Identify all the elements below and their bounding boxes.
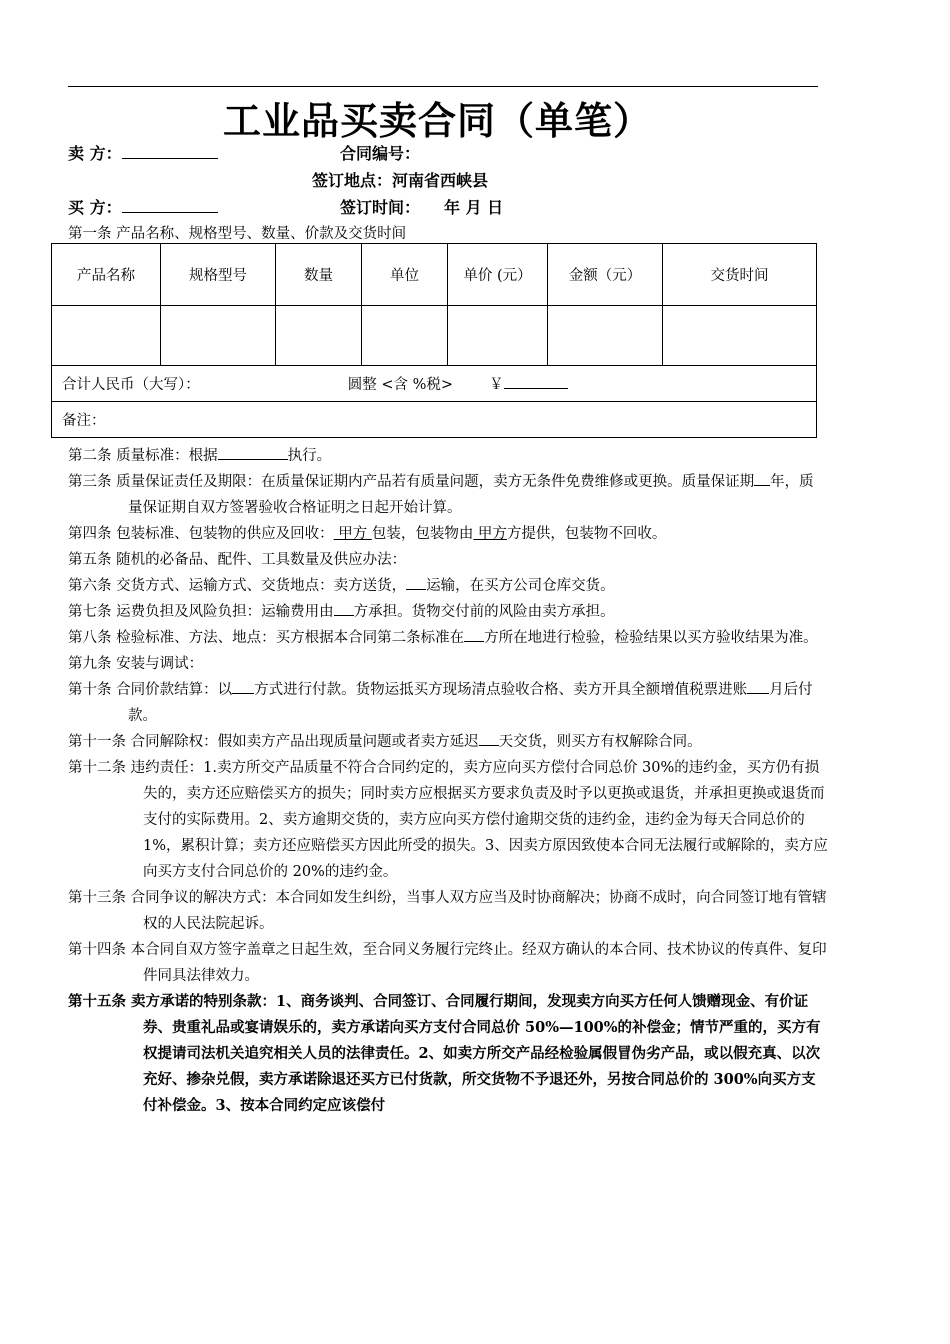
quality-standard-blank[interactable]: [218, 443, 288, 460]
header-unit: 单位: [362, 244, 448, 306]
header-quantity: 数量: [276, 244, 362, 306]
payment-months-blank[interactable]: [747, 677, 769, 694]
sign-time: [340, 195, 503, 218]
table-row: [52, 306, 817, 366]
inspection-party-blank[interactable]: [464, 625, 484, 642]
cell-spec-model[interactable]: [161, 306, 276, 366]
buyer-blank[interactable]: [122, 197, 218, 213]
clause-10: 第十条 合同价款结算：以 方式进行付款。货物运抵买方现场清点验收合格、卖方开具全额增值税票进账 月后付款。: [68, 677, 828, 729]
header-delivery-time: 交货时间: [663, 244, 817, 306]
cell-quantity[interactable]: [276, 306, 362, 366]
contract-title: 工业品买卖合同（单笔）: [222, 98, 652, 143]
cell-delivery-time[interactable]: [663, 306, 817, 366]
total-tax-note: 圆整 <含 %税>: [347, 377, 454, 393]
product-table: [51, 243, 817, 438]
clause-2: 第二条 质量标准：根据 执行。: [68, 443, 828, 469]
seller-blank[interactable]: [122, 143, 218, 159]
clause-12: 第十二条 违约责任：1.卖方所交产品质量不符合合同约定的，卖方应向买方偿付合同总价 30%的违约金，买方仍有损失的，卖方还应赔偿买方的损失；同时卖方应根据买方要求负责及时予以更换或退货，并承担更换或退货而支付的实际费用。2、卖方逾期交货的，卖方应向买方偿付逾期交货的违约金，违约金为每天合同总价的 1%，累积计算；卖方还应赔偿买方因此所受的损失。3、因卖方原因致使本合同无法履行或解除的，卖方应向买方支付合同总价的 20%的违约金。: [68, 760, 828, 880]
clause-3: 第三条 质量保证责任及期限：在质量保证期内产品若有质量问题，卖方无条件免费维修或更换。质量保证期 年，质量保证期自双方签署验收合格证明之日起开始计算。: [68, 469, 828, 521]
warranty-years-blank[interactable]: [754, 469, 770, 486]
sign-time-label: 签订时间：: [340, 198, 421, 217]
delay-days-blank[interactable]: [479, 729, 499, 746]
total-label: 合计人民币（大写）：: [62, 377, 200, 393]
buyer-label: 买 方：: [68, 198, 122, 217]
clause-11: 第十一条 合同解除权：假如卖方产品出现质量问题或者卖方延迟 天交货，则买方有权解除合同。: [68, 729, 828, 755]
total-amount-blank[interactable]: [504, 373, 568, 389]
clause-4: 第四条 包装标准、包装物的供应及回收： 甲方 包装，包装物由 甲方方提供，包装物不回收。: [68, 526, 667, 542]
cell-unit-price[interactable]: [448, 306, 548, 366]
cell-product-name[interactable]: [52, 306, 161, 366]
clause-8: 第八条 检验标准、方法、地点：买方根据本合同第二条标准在 方所在地进行检验，检验结果以买方验收结果为准。: [68, 625, 828, 651]
sign-place: 签订地点：河南省西峡县: [312, 171, 489, 190]
header-spec-model: 规格型号: [161, 244, 276, 306]
remark-label: 备注：: [52, 402, 817, 438]
seller-line: [68, 141, 218, 164]
clause-14: 第十四条 本合同自双方签字盖章之日起生效，至合同义务履行完终止。经双方确认的本合同、技术协议的传真件、复印件同具法律效力。: [68, 942, 827, 984]
sign-time-value: 年 月 日: [444, 198, 504, 217]
clause-7: 第七条 运费负担及风险负担：运输费用由 方承担。货物交付前的风险由卖方承担。: [68, 599, 828, 625]
transport-blank[interactable]: [406, 573, 426, 590]
header-amount: 金额（元）: [548, 244, 663, 306]
remark-row: [52, 402, 817, 438]
freight-party-blank[interactable]: [334, 599, 354, 616]
header-product-name: 产品名称: [52, 244, 161, 306]
article-1-heading: 第一条 产品名称、规格型号、数量、价款及交货时间: [68, 226, 407, 242]
header-rule: [68, 86, 818, 87]
clause-5: 第五条 随机的必备品、配件、工具数量及供应办法：: [68, 552, 407, 568]
total-yen: ￥: [489, 377, 504, 393]
seller-label: 卖 方：: [68, 144, 122, 163]
cell-unit[interactable]: [362, 306, 448, 366]
table-header-row: [52, 244, 817, 306]
buyer-line: [68, 195, 218, 218]
total-row: [52, 366, 817, 402]
clause-9: 第九条 安装与调试：: [68, 656, 204, 672]
cell-amount[interactable]: [548, 306, 663, 366]
contract-clauses: [68, 443, 828, 1119]
header-unit-price: 单价 (元）: [448, 244, 548, 306]
clause-13: 第十三条 合同争议的解决方式：本合同如发生纠纷，当事人双方应当及时协商解决；协商不成时，向合同签订地有管辖权的人民法院起诉。: [68, 890, 827, 932]
payment-method-blank[interactable]: [232, 677, 254, 694]
clause-15: 第十五条 卖方承诺的特别条款：1、商务谈判、合同签订、合同履行期间，发现卖方向买方任何人馈赠现金、有价证券、贵重礼品或宴请娱乐的，卖方承诺向买方支付合同总价 50%—100%的补偿金；情节严重的，买方有权提请司法机关追究相关人员的法律责任。2、如卖方所交产品经检验属假冒伪劣产品，或以假充真、以次充好、掺杂兑假，卖方承诺除退还买方已付货款，所交货物不予退还外，另按合同总价的 300%向买方支付补偿金。3、按本合同约定应该偿付: [68, 993, 821, 1114]
clause-6: 第六条 交货方式、运输方式、交货地点：卖方送货， 运输，在买方公司仓库交货。: [68, 573, 828, 599]
contract-number-label: 合同编号：: [340, 144, 421, 163]
